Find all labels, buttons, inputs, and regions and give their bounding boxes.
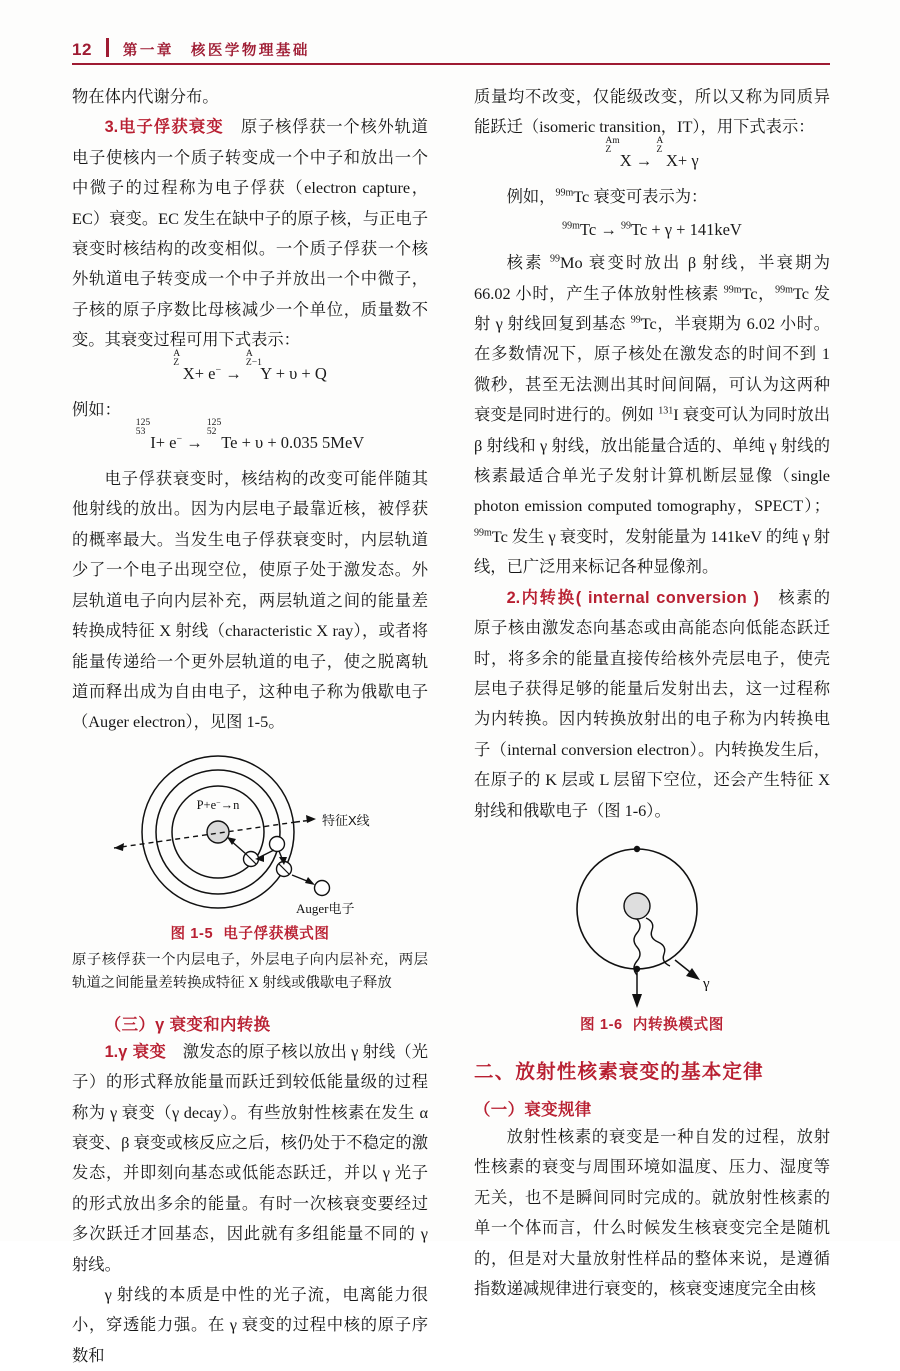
heading-number-gamma: 1. <box>104 1042 119 1061</box>
isotope-superscript: 99 <box>549 253 560 265</box>
paragraph-decay-law: 放射性核素的衰变是一种自发的过程，放射性核素的衰变与周围环境如温度、压力、湿度等无关，也不是瞬间同时完成的。就放射性核素的单一个体而言，什么时候发生核衰变完全是随机的，但是对大量放射性样品的整体来说，是遵循指数递减规律进行衰变的，核衰变速度完全由核 <box>474 1126 830 1298</box>
paragraph-gamma-nature: γ 射线的本质是中性的光子流，电离能力很小，穿透能力强。在 γ 衰变的过程中核的原子序数和 <box>72 1284 428 1365</box>
nuclide-i125: 125 53 <box>135 417 151 438</box>
paragraph-tc-example-label <box>474 182 830 212</box>
formula-isomeric-transition <box>474 134 830 179</box>
text-segment: Mo 衰变时放出 β 射线，半衰期为 66.02 小时，产生子体放射性核素 <box>474 253 830 303</box>
formula-technetium-99m <box>474 215 830 245</box>
isotope-superscript: 99m <box>723 284 742 296</box>
formula-plus-electron: + e <box>155 433 177 453</box>
nuclide-symbol: Tc <box>579 220 597 240</box>
page-number: 12 <box>72 40 92 59</box>
text-segment: Tc，半衰期为 6.02 小时。在多数情况下，原子核处在激发态的时间不到 1 微秒，甚至无法测出其时间间隔，可认为这两种衰变是同时进行的。例如 <box>474 314 830 425</box>
example-prefix: 例如， <box>506 186 556 206</box>
example-suffix: Tc 衰变可表示为： <box>573 186 708 206</box>
formula-tail: + υ + Q <box>275 363 327 383</box>
paragraph-molybdenum-generator <box>474 248 830 582</box>
formula-arrow-icon: → <box>225 363 242 383</box>
right-column <box>474 82 831 1298</box>
label-auger-electron: Auger电子 <box>296 900 355 916</box>
figure-1-5 <box>72 748 428 995</box>
page-body <box>72 82 831 1365</box>
arrow-head-icon <box>632 994 642 1008</box>
formula-arrow-icon: → <box>186 433 203 453</box>
electron-charge: − <box>215 364 222 376</box>
figure-title: 内转换模式图 <box>632 1016 724 1033</box>
isotope-superscript: 99 <box>630 314 641 326</box>
nuclide-metastable: Am Z <box>605 134 620 155</box>
formula-electron-capture <box>72 347 428 392</box>
figure-1-5-caption <box>72 922 428 943</box>
paragraph-internal-conversion <box>474 583 830 826</box>
nuclide-symbol: X <box>182 363 195 383</box>
photon-arrow-right-icon <box>306 815 316 823</box>
chapter-title: 第一章 核医学物理基础 <box>122 43 310 59</box>
heading-number-ic: 2. <box>506 588 521 607</box>
atom-diagram-svg <box>100 748 400 920</box>
isotope-superscript: 99m <box>775 284 793 296</box>
figure-title: 电子俘获模式图 <box>223 925 330 942</box>
label-characteristic-xray: 特征X线 <box>322 812 370 828</box>
text-segment: Tc， <box>741 283 776 303</box>
photon-path-icon <box>114 822 296 848</box>
auger-electron-icon <box>315 880 330 895</box>
daughter-symbol: Y <box>260 363 272 383</box>
gamma-wave-diagonal-icon <box>646 918 670 966</box>
isotope-superscript: 99 <box>620 220 631 232</box>
header-divider-icon <box>106 38 109 57</box>
electron-top-icon <box>634 846 640 852</box>
nucleus-icon <box>624 893 650 919</box>
paragraph-electron-capture-intro <box>72 112 428 355</box>
heading-internal-conversion: 内转换( internal conversion ) <box>520 588 760 607</box>
text-segment: 核素 <box>506 253 550 273</box>
paragraph-carryover: 物在体内代谢分布。 <box>72 87 219 106</box>
heading-gamma-decay-and-ic: （三）γ 衰变和内转换 <box>104 1015 271 1034</box>
daughter-symbol: Te <box>221 433 238 453</box>
formula-tail: + γ <box>677 150 699 170</box>
photon-arrow-left-icon <box>114 843 124 851</box>
heading-number-ec: 3. <box>104 118 119 137</box>
text-segment: Tc 发生 γ 衰变时，发射能量为 141keV 的纯 γ 射线，已广泛用来标记各种显像剂。 <box>474 526 830 577</box>
paragraph-text: 激发态的原子核以放出 γ 射线（光子）的形式释放能量而跃迁到较低能量级的过程称为 γ 衰变（γ decay）。有些放射性核素在发生 α 衰变、β 衰变或核反应之后，核仍处于不稳定的激发态，并即刻向基态或低能态跃迁，并以 γ 光子的形式放出多余的能量。有时一次核衰变要经过多次跃迁才回基态，因此就有多组能量不同的 γ 射线。 <box>72 1041 428 1274</box>
nuclide-daughter: A Z−1 <box>245 347 262 368</box>
page-header <box>72 22 832 66</box>
nuclide-symbol: X <box>619 150 632 170</box>
figure-1-6 <box>474 836 830 1034</box>
electron-charge: − <box>176 433 183 445</box>
nuclide-te125: 125 52 <box>206 417 222 438</box>
paragraph-gamma-decay <box>72 1037 428 1280</box>
isotope-superscript: 99m <box>555 187 574 199</box>
isotope-superscript: 99m <box>474 527 492 539</box>
arrow-head-icon <box>305 877 315 885</box>
internal-conversion-diagram-svg <box>527 836 777 1011</box>
nuclide-symbol: I <box>150 433 156 453</box>
ground-symbol: X <box>666 150 678 170</box>
figure-number: 图 1-5 <box>170 925 214 942</box>
nucleus-icon <box>207 821 229 843</box>
figure-number: 图 1-6 <box>580 1016 623 1033</box>
nuclide-parent: A Z <box>173 347 181 368</box>
nuclide-ground: A Z <box>656 134 664 155</box>
label-gamma: γ <box>703 975 710 992</box>
formula-tail: + γ + 141keV <box>651 220 742 240</box>
heading-electron-capture: 电子俘获衰变 <box>118 118 224 137</box>
nucleus-reaction-label: P+e−→n <box>196 797 240 812</box>
formula-tail: + υ + 0.035 5MeV <box>241 433 365 453</box>
formula-iodine-125 <box>72 417 428 461</box>
left-column <box>72 82 428 1365</box>
daughter-symbol: Tc <box>630 220 648 240</box>
example-label: 例如： <box>72 399 121 419</box>
figure-1-6-caption <box>474 1013 830 1034</box>
heading-decay-law-section: 二、放射性核素衰变的基本定律 <box>474 1060 764 1083</box>
electron-middle-icon <box>270 836 285 851</box>
paragraph-isomeric-transition: 质量均不改变，仅能级改变，所以又称为同质异能跃迁（isomeric transition，IT），用下式表示： <box>474 87 830 137</box>
isotope-superscript: 131 <box>658 405 674 417</box>
text-segment: Tc 发射 γ 射线回复到基态 <box>474 283 831 334</box>
formula-arrow-icon: → <box>600 220 617 240</box>
paragraph-text: 核素的原子核由激发态向基态或由高能态向低能态跃迁时，将多余的能量直接传给核外壳层电子，使壳层电子获得足够的能量后发射出去，这一过程称为内转换。因内转换放射出的电子称为内转换电子（internal conversion electron）。内转换发生后，在原子的 K 层或 L 层留下空位，还会产生特征 X 射线和俄歇电子（图 1-6）。 <box>474 587 830 820</box>
paragraph-text: 原子核俘获一个核外轨道电子使核内一个质子转变成一个中子和放出一个中微子的过程称为电子俘获（electron capture，EC）衰变。EC 发生在缺中子的原子核，与正电子衰变时核结构的改变相似。一个质子俘获一个核外轨道电子转变成一个中子并放出一个中微子，子核的原子序数比母核减少一个单位，质量数不变。其衰变过程可用下式表示： <box>72 117 428 350</box>
figure-1-5-note: 原子核俘获一个内层电子，外层电子向内层补充，两层轨道之间能量差转换成特征 X 射线或俄歇电子释放 <box>72 951 428 991</box>
paragraph-electron-capture-detail: 电子俘获衰变时，核结构的改变可能伴随其他射线的放出。因为内层电子最靠近核，被俘获的概率最大。当发生电子俘获衰变时，内层轨道少了一个电子出现空位，使原子处于激发态。外层轨道电子向内层补充，两层轨道之间的能量差转换成特征 X 射线（characteristic X ray），或者将能量传递给一个更外层轨道的电子，使之脱离轨道而释出成为自由电子，这种电子称为俄歇电子（Auger electron），见图 1-5。 <box>72 469 428 732</box>
formula-plus-electron: + e <box>194 363 216 383</box>
isotope-superscript: 99m <box>562 220 580 232</box>
header-rule <box>72 63 830 65</box>
heading-decay-law-sub: （一）衰变规律 <box>474 1100 592 1119</box>
text-segment: I 衰变可认为同时放出 β 射线和 γ 射线，放出能量合适的、单纯 γ 射线的核素最适合单光子发射计算机断层显像（single photon emission computed tomography，SPECT）； <box>474 405 830 516</box>
heading-gamma-decay: γ 衰变 <box>118 1042 167 1061</box>
formula-arrow-icon: → <box>635 150 653 170</box>
